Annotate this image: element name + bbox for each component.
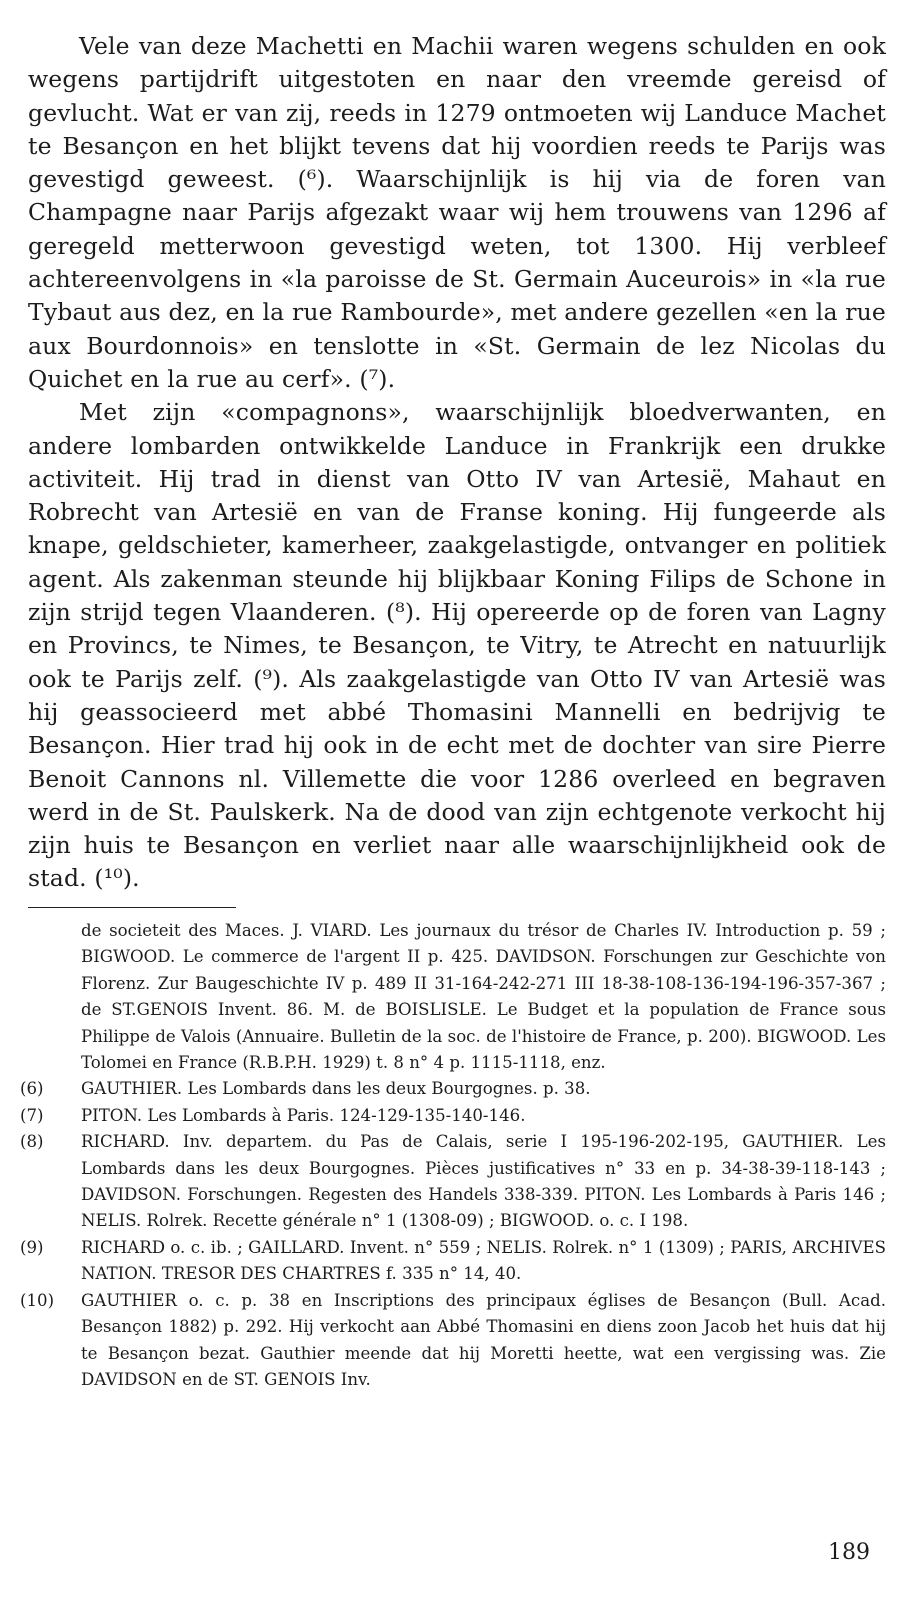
paragraph-2: Met zijn «compagnons», waarschijnlijk bloedverwanten, en andere lombarden ontwikkelde Landuce in Frankrijk een drukke activiteit. Hij trad in dienst van Otto IV van Artesië, Mahaut en Robrecht van Artesië en van de Franse koning. Hij fungeerde als knape, geldschieter, kamerheer, zaakgelastigde, ontvanger en politiek agent. Als zakenman steunde hij blijkbaar Koning Filips de Schone in zijn strijd tegen Vlaanderen. (⁸). Hij opereerde op de foren van Lagny en Provincs, te Nimes, te Besançon, te Vitry, te Atrecht en natuurlijk ook te Parijs zelf. (⁹). Als zaakgelastigde van Otto IV van Artesië was hij geassocieerd met abbé Thomasini Mannelli en bedrijvig te Besançon. Hier trad hij ook in de echt met de dochter van sire Pierre Benoit Cannons nl. Villemette die voor 1286 overleed en begraven werd in de St. Paulskerk. Na de dood van zijn echtgenote verkocht hij zijn huis te Besançon en verliet naar alle waarschijnlijkheid ook de stad. (¹⁰). [28,398,886,893]
footnote-text: RICHARD. Inv. departem. du Pas de Calais, serie I 195-196-202-195, GAUTHIER. Les Lombards dans les deux Bourgognes. Pièces justificatives n° 33 en p. 34-38-39-118-143 ; DAVIDSON. Forschungen. Regesten des Handels 338-339. PITON. Les Lombards à Paris 146 ; NELIS. Rolrek. Recette générale n° 1 (1308-09) ; BIGWOOD. o. c. I 198. [81,1132,886,1231]
footnotes [14,918,886,1393]
paragraph-1: Vele van deze Machetti en Machii waren wegens schulden en ook wegens partijdrift uitgestoten en naar den vreemde gereisd of gevlucht. Wat er van zij, reeds in 1279 ontmoeten wij Landuce Machet te Besançon en het blijkt tevens dat hij voordien reeds te Parijs was gevestigd geweest. (⁶). Waarschijnlijk is hij via de foren van Champagne naar Parijs afgezakt waar wij hem trouwens van 1296 af geregeld metterwoon gevestigd weten, tot 1300. Hij verbleef achtereenvolgens in «la paroisse de St. Germain Auceurois» in «la rue Tybaut aus dez, en la rue Rambourde», met andere gezellen «en la rue aux Bourdonnois» en tenslotte in «St. Germain de lez Nicolas du Quichet en la rue au cerf». (⁷). [28,32,886,393]
footnote-8 [14,1129,886,1235]
footnote-9 [14,1235,886,1288]
footnote-text: GAUTHIER o. c. p. 38 en Inscriptions des principaux églises de Besançon (Bull. Acad. Besançon 1882) p. 292. Hij verkocht aan Abbé Thomasini en diens zoon Jacob het huis dat hij te Besançon bezat. Gauthier meende dat hij Moretti heette, wat een vergissing was. Zie DAVIDSON en de ST. GENOIS Inv. [81,1290,886,1389]
footnote-continuation [14,918,886,1076]
footnote-number: (10) [20,1290,55,1310]
page-number: 189 [828,1540,870,1565]
footnote-text: de societeit des Maces. J. VIARD. Les journaux du trésor de Charles IV. Introduction p. 59 ; BIGWOOD. Le commerce de l'argent II p. 425. DAVIDSON. Forschungen zur Geschichte von Florenz. Zur Baugeschichte IV p. 489 II 31-164-242-271 III 18-38-108-136-194-196-357-367 ; de ST.GENOIS Invent. 86. M. de BOISLISLE. Le Budget et la population de France sous Philippe de Valois (Annuaire. Bulletin de la soc. de l'histoire de France, p. 200). BIGWOOD. Les Tolomei en France (R.B.P.H. 1929) t. 8 n° 4 p. 1115-1118, enz. [81,921,886,1073]
footnote-separator [28,907,236,908]
footnote-10 [14,1288,886,1394]
footnote-number: (6) [20,1079,44,1099]
footnote-text: GAUTHIER. Les Lombards dans les deux Bourgognes. p. 38. [81,1079,591,1099]
footnote-text: PITON. Les Lombards à Paris. 124-129-135-140-146. [81,1105,526,1125]
footnote-number: (8) [20,1132,44,1152]
footnote-7 [14,1103,886,1129]
footnote-number: (9) [20,1237,44,1257]
main-text [28,30,886,896]
footnote-6 [14,1076,886,1102]
footnote-number: (7) [20,1105,44,1125]
footnote-text: RICHARD o. c. ib. ; GAILLARD. Invent. n° 559 ; NELIS. Rolrek. n° 1 (1309) ; PARIS, ARCHIVES NATION. TRESOR DES CHARTRES f. 335 n° 14, 40. [81,1237,886,1284]
